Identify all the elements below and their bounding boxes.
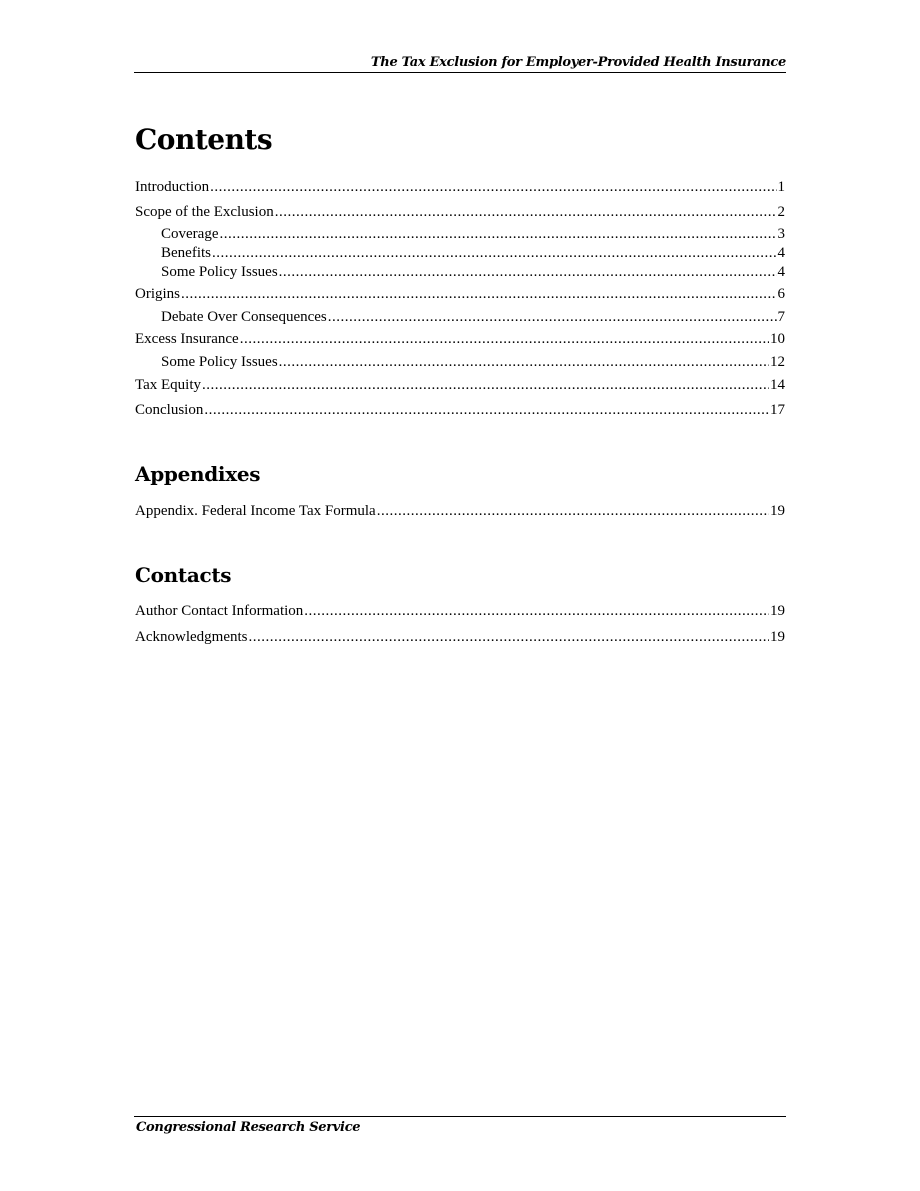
dot-leader [304, 602, 769, 620]
toc-entry-title: Acknowledgments [135, 629, 248, 645]
toc-entry-scope-of-the-exclusion[interactable] [135, 203, 785, 221]
toc-entry-page: 17 [770, 402, 785, 418]
dot-leader [279, 263, 777, 281]
appendixes-heading: Appendixes [135, 462, 261, 486]
toc-entry-title: Origins [135, 286, 180, 302]
toc-entry-page: 19 [770, 603, 785, 619]
dot-leader [202, 376, 769, 394]
dot-leader [328, 308, 777, 326]
toc-entry-page: 14 [770, 377, 785, 393]
toc-entry-conclusion[interactable] [135, 401, 785, 419]
contents-heading: Contents [135, 123, 273, 156]
contacts-heading: Contacts [135, 563, 232, 587]
dot-leader [212, 244, 777, 262]
dot-leader [240, 330, 769, 348]
toc-entry-title: Benefits [161, 245, 211, 261]
toc-entry-introduction[interactable] [135, 178, 785, 196]
dot-leader [279, 353, 769, 371]
dot-leader [248, 628, 769, 646]
dot-leader [181, 285, 777, 303]
toc-entry-some-policy-issues-2[interactable] [161, 353, 785, 371]
toc-entry-title: Appendix. Federal Income Tax Formula [135, 503, 376, 519]
toc-entry-page: 4 [777, 245, 785, 261]
dot-leader [210, 178, 776, 196]
toc-entry-tax-equity[interactable] [135, 376, 785, 394]
toc-entry-title: Conclusion [135, 402, 204, 418]
toc-entry-page: 19 [770, 629, 785, 645]
toc-entry-title: Some Policy Issues [161, 354, 278, 370]
running-footer-organization: Congressional Research Service [136, 1120, 361, 1135]
running-header-title: The Tax Exclusion for Employer-Provided Health Insurance [370, 55, 786, 70]
toc-entry-author-contact-information[interactable] [135, 602, 785, 620]
toc-entry-title: Scope of the Exclusion [135, 204, 274, 220]
toc-entry-excess-insurance[interactable] [135, 330, 785, 348]
toc-entry-title: Debate Over Consequences [161, 309, 327, 325]
header-rule [134, 72, 786, 73]
toc-entry-page: 19 [770, 503, 785, 519]
footer-rule [134, 1116, 786, 1117]
toc-entry-page: 4 [777, 264, 785, 280]
toc-entry-title: Coverage [161, 226, 219, 242]
dot-leader [204, 401, 769, 419]
toc-entry-acknowledgments[interactable] [135, 628, 785, 646]
toc-entry-title: Some Policy Issues [161, 264, 278, 280]
toc-entry-coverage[interactable] [161, 225, 785, 243]
toc-entry-appendix-federal-income-tax-formula[interactable] [135, 502, 785, 520]
toc-entry-debate-over-consequences[interactable] [161, 308, 785, 326]
toc-entry-benefits[interactable] [161, 244, 785, 262]
toc-entry-page: 12 [770, 354, 785, 370]
toc-entry-title: Author Contact Information [135, 603, 304, 619]
toc-entry-title: Introduction [135, 179, 210, 195]
toc-entry-page: 3 [777, 226, 785, 242]
toc-entry-origins[interactable] [135, 285, 785, 303]
dot-leader [219, 225, 776, 243]
toc-entry-title: Excess Insurance [135, 331, 239, 347]
toc-entry-page: 2 [777, 204, 785, 220]
toc-entry-page: 6 [777, 286, 785, 302]
toc-entry-title: Tax Equity [135, 377, 202, 393]
toc-entry-page: 1 [777, 179, 785, 195]
toc-entry-page: 7 [777, 309, 785, 325]
dot-leader [377, 502, 769, 520]
toc-entry-page: 10 [770, 331, 785, 347]
dot-leader [275, 203, 777, 221]
toc-entry-some-policy-issues[interactable] [161, 263, 785, 281]
